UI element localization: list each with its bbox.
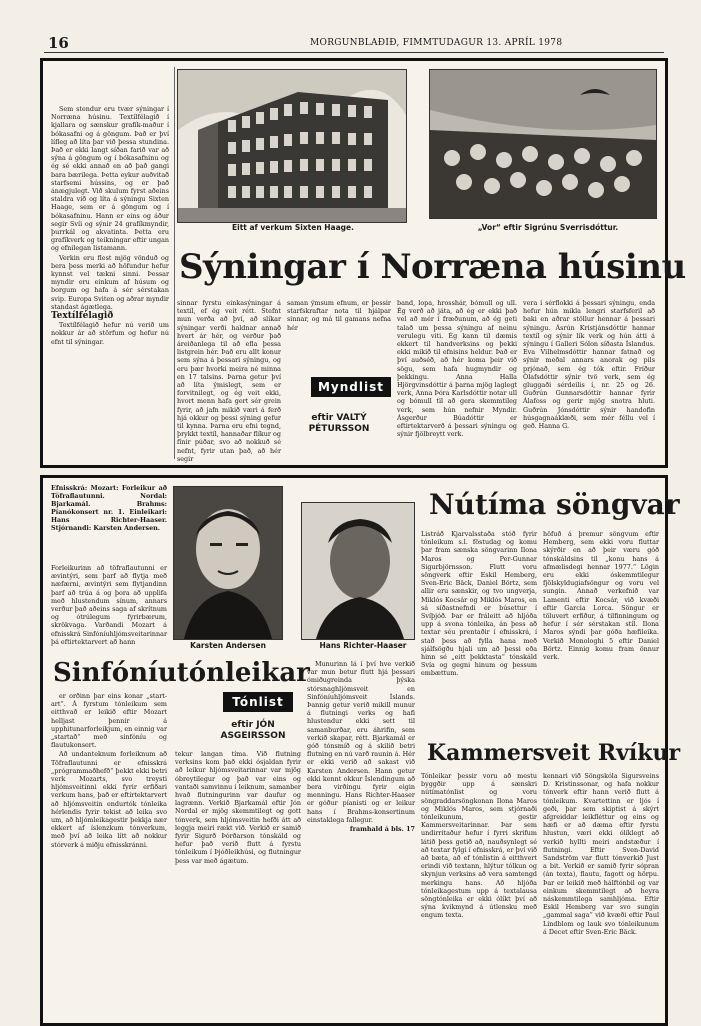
- karsten-andersen-caption: Karsten Andersen: [190, 641, 266, 650]
- music-section-label: Tónlist: [223, 692, 293, 712]
- music-col-1b-text: er orðinn þar eins konar „start-art“. Á fyrstum tónleikum sem eitthvað er leikið eftir Mozart helljast þennir á upphitunarforleikjum, en einnig var „startað“ með sinfóníu og flautukonsert.: [51, 692, 167, 750]
- art-divider: [174, 67, 175, 459]
- music-col-3: [307, 660, 415, 1014]
- music-col-5: höfuð á þremur söngvum eftir Hemberg, sem ekki voru fluttar skýrðir en að þeir væru góð tónskáldsins til „konu hans á afmælisdegi hennar 1977.“ Lögin eru ekki óskemmtilegur fjölskyldugiafsöngur og voru vel sungin. Annað verkefnið var Lamenti eftir Kocsár, við kvæði eftir Garcia Lorca. Söngur er töluvert erfiður, á tilfinningum og hefur í sér sérstakan stíl. Ilona Maros sýndi þar góða hæfileika. Verkið Monologhi 5 eftir Daniel Börtz. Einnig komu fram önnur verk.: [543, 530, 659, 662]
- art-col-1b-text: Verkin eru flest mjög vönduð og bera þess merki að höfundur hefur kynnst vel tækni sinni. Þessar myndir eru einkum af húsum og borgum og hafa á sér sérstakan svip. Europa Sviten og aðrar myndir standast ágætlega.: [51, 253, 169, 311]
- hans-portrait: [302, 503, 414, 639]
- building-photo-caption: Eitt af verkum Sixten Haage.: [232, 223, 354, 232]
- art-col-1-text: Sem stendur eru tvær sýningar í Norræna húsinu. Textílfélagið í kjallara og sænskur grafík-maður í bókasafni og á göngum. Það er því lífleg að líta þar við þessa stundina. Það er ekki langt síðan farið var að sýna á göngum og í bókasafninu og ég sé ekki annað en að það gangi bara bærilega. Þetta eykur auðvitað starfsemi hússins, og er það ánægjulegt. Við skulum fyrst aðeins staldra við og líta á sýningu Sixten Haage, sem er á göngum og í bókasafninu. Hann er eins og áður segir Svíi og sýnir 24 grafíkmyndir, þurrkál og akvatinta. Þetta eru grafíkverk og teikningar eftir ungan og efnilegan listamann.: [51, 105, 169, 253]
- sinfonia-headline: Sinfóníutónleikar: [53, 658, 310, 688]
- nutima-headline: Nútíma söngvar: [429, 488, 680, 521]
- music-byline: eftir JÓN ASGEIRSSON: [220, 720, 286, 741]
- hans-richter-haaser-caption: Hans Richter-Haaser: [319, 641, 407, 650]
- spring-drawing: [430, 70, 656, 218]
- art-subhead: Textílfélagið: [51, 311, 114, 322]
- continued-note: framhald á bls. 17: [349, 825, 415, 834]
- music-review-box: [40, 475, 681, 1026]
- concert-program: Efnisskrá: Mozart: Forleikur að Töfraflautunni. Nordal: Bjarkamál. Brahms: Píanókonsert nr. 1. Einleikari: Hans Richter-Haaser. Stjórnandi: Karsten Andersen.: [51, 484, 167, 532]
- page-header: MORGUNBLAÐIÐ, FIMMTUDAGUR 13. APRÍL 1978: [310, 38, 563, 48]
- music-col-6: Tónleikar þessir voru að mestu byggðir upp á sænskri nútímatónlist og voru söngraddarsöngkonan Ilona Maros og Miklós Maros, sem stjórnaði tónleikunum, gestir Kammersveitarinnar. Þar sem undirritaður hefur í fyrri skrifum látið þess getið að, nauðsynlegt sé að textar fylgi í efnisskrá, er því við að bæta, að ef tónlistin á eitthvert erindi við textann, hlýtur tólkun og skynjun verksins að vera samtengd merkingu hans. Að hljóða tónleikagestum upp á textalausa söngtónleika er ekki ólíkt því að sýna kvikmynd á útlensku með engum texta.: [421, 772, 537, 920]
- music-col-7: kennari við Söngskóla Sigursveins D. Kristinssonar, og hafa nokkur tónverk eftir hann verið flutt á tónleikum. Kvartettinn er ljós í geði, þar sem skiptist á skýrt afgreiddar leikfléttur og eins og hæfi er að dæma eftir fyrstu hlustun, væri ekki ólíklegt að verkið hyllti meiri andstæður í flutningi. Eftir Sven-David Sandström var flutt tónverkið Just a bit. Verkið er samið fyrir sópran (án texta), flautu, fagott og hörpu. Þar er leikið með hálftónbil og var einkum skemmtilegt að heyra náskemmtilega samhljóma. Eftir Eskil Hemberg var svo sungin „gammal saga“ við kvæði eftir Paul Lindblom og lauk svo tónleikunum á Decet eftir Sven-Eric Bäck.: [543, 772, 659, 936]
- building-drawing: [178, 70, 406, 222]
- kammersveit-headline: Kammersveit Rvíkur: [427, 740, 681, 766]
- hans-richter-haaser-photo: [301, 502, 415, 640]
- building-photo: [177, 69, 407, 223]
- art-col-1c-text: Textílfélagið hefur nú verið um nokkur ár að störfum og hefur nú efnt til sýningar.: [51, 321, 169, 346]
- music-col-1b: [51, 692, 167, 1014]
- art-col-2: sinnar fyrstu einkasýningar á textíl, ef ég veit rétt. Stefnt mun verða að því, að slíkar sýningar verði haldnar annað hvert ár hér, og verður það áreiðanlega til að efla þessa listgrein hér. Það eru allt konur sem sýna á þessari sýningu, og eru þær hvorki meira né minna en 17 talsins. Þarna getur því að líta ýmislegt, sem er forvitnilegt, og ég veit ekki, hvort menn hafa gert sér grein fyrir, að jafn mikið væri á ferð hjá okkur og þessi sýning gefur til kynna. Þarna eru efni tegnd, þrykkt textíl, hannaðar flíkur og fínir púðar, svo að nokkuð sé nefnt, fyrir utan það, að hér segir: [177, 299, 281, 463]
- art-col-4: band, lopa, hrosshár, bómull og ull. Ég verð að játa, að ég er ekki það vel að mér í fræðunum, að ég geti talað um þessa sýningu af neinu verulegu viti. Ég kann til dæmis ekkert til handverksins og þekki ekki mikið til efnisins heldur. Það er því auðséð, að hér koma þeir við sögu, sem hafa hugmyndir og þekkingu. Anna Halla Hjörgvinsdóttir á þarna mjög laglegt verk, Anna Þóra Karlsdóttir notar ull og bómull til að gera skemmtileg verk, sem hún nefnir Myndir. Ásgerður Búadóttir er eftirtektarverð á þessari sýningu og sýnir fjölbreytt verk.: [397, 299, 517, 439]
- art-review-box: [40, 58, 686, 468]
- karsten-portrait: [174, 487, 282, 639]
- music-col-1: Forleikurinn að töfraflautunni er ævintýri, sem þarf að flytja með næfærni, ævintýri sem flytjandinn þarf að trúa á og þora að upplifa með hlustendum sínum, annars verður það aðeins saga af skrítnum og ótrúlegum fyrirbærum, skrökvaga. Varðandi Mozart á efnisskrá Sinfóníuhljómsveitarinnar þá eftirtektarvert að hann: [51, 564, 167, 646]
- art-col-5: vera í sérflokki á þessari sýningu, enda hefur hún mikla lengri starfsferil að baki en aðrar stöllur hennar á þessari sýningu. Ásrún Kristjánsdóttir hannar textíl og sýnir lík verk og hún átti á sýningu í Galleri Sólon síðasta Íslandus. Eva Vilhelmsdóttir hannar fatnað og sýnir meðal annars anorak og pils prjónað, sem ég tók eftir. Fríður Ólafsdóttir sýnir tvö verk, sem ég gluggaði sérdeilis í, nr. 25 og 26. Guðrún Gunnarsdóttir hannar fyrir Álafoss og gerir mjög snotra hluti. Guðrún Jónsdóttir sýnir handofin húsgagnaáklæði, sem mér féllu vel í geð. Hanna G.: [523, 299, 655, 431]
- art-headline: Sýningar í Norræna húsinu: [179, 247, 686, 287]
- art-section-label: Myndlist: [311, 377, 391, 397]
- karsten-andersen-photo: [173, 486, 283, 640]
- spring-photo: [429, 69, 657, 219]
- music-col-1c-text: Að undanteknum forleiknum að Töfraflautunni er efnisskrá „prógrammaðhefð“ þekkt ekki betri verk Mozarts, svo treysti hljómsveitinni ekki fyrir erfiðari verkum hans, það er eftirtektarvert að hljómsveitin endurtók tónleika hérlendis fyrir tekist að leika svo um, að hljómleikagestir þekkja nær ekkert af íslenzkum tónverkum, með því að leika lítt að nokkur stórverk á miðju efnisskránni.: [51, 750, 167, 849]
- music-col-4: Listráð Kjarvalsstaða stóð fyrir tónleikum s.l. föstudag og komu þar fram sænska söngvarinn Ilona Maros og Per-Gunnar Sigurbjörnsson. Flutt voru söngverk eftir Eskil Hemberg, Sven-Eric Bäck, Daniel Börtz, sem allir eru sænskir, og tvo ungverja, Miklós Kocsár og Miklós Maros, en sá síðastnefndi er búsettur í Svíþjóð. Þar er fráleitt að hljóða upp á svona tónleika, án þess að textar séu prentaðir í efnisskrá, í stað þess að fylla hana með sjálfsögðu hjali um að þessi eða hinn sé „eitt þekktasta“ tónskáld Svía og gegni hinum og þessum embættum.: [421, 530, 537, 678]
- page-number: 16: [48, 34, 69, 52]
- spring-photo-caption: „Vor“ eftir Sigrúnu Sverrisdóttur.: [477, 223, 619, 232]
- music-col-3-text: Munurinn lá í því hve verkið var mun betur flutt hjá þessari ómiðugreinda þýska stórsnaghljómsveit en Sinfóníuhljómsveit Íslands. Þannig getur verið mikill munur á flutningi verks og hafi hlustendur ekki sett til samanburðar, eru áhrifin, sem verkið skapar, rétt. Bjarkamál er góð tónsmíð og á skilið betri flutning en nú varð raunin á. Hér er ekki verið að sakast við Karsten Andersen. Hann getur ekki kennt okkur Íslendingum að bera virðingu fyrir eigin menningu. Hans Richter-Haaser er góður píanisti og er leikur hans í Brahms-konsertinum einstaklega fallegur.: [307, 660, 415, 824]
- art-col-3: saman ýmsum efnum, er þessir starfskraftar nota til hjálpar sinnar, og má til gamans nefna hér: [287, 299, 391, 332]
- art-col-1: [51, 105, 169, 457]
- art-byline: eftir VALTÝ PÉTURSSON: [308, 413, 370, 434]
- header-rule: [44, 52, 664, 53]
- music-col-2: tekur langan tíma. Við flutning verksins kom það ekki ósjaldan fyrir að leikur hljómsveitarinnar var mjög óbreytilegur og það var eins og vantaði samvinnu í leiknum, samanber hvað flutningurinn var daufur og lagrænn. Verkið Bjarkamál eftir Jón Nordal er mjög skemmtilegt og gott tónverk, sem hljómsveitin hefði átt að leggja meiri rækt við. Verkið er samið fyrir Sigurð Þórðarson tónskáld og hefur það verið flutt á fyrstu tónleikum í Þjóðleikhúsi, og flutningur þess var með ágætum.: [175, 750, 301, 865]
